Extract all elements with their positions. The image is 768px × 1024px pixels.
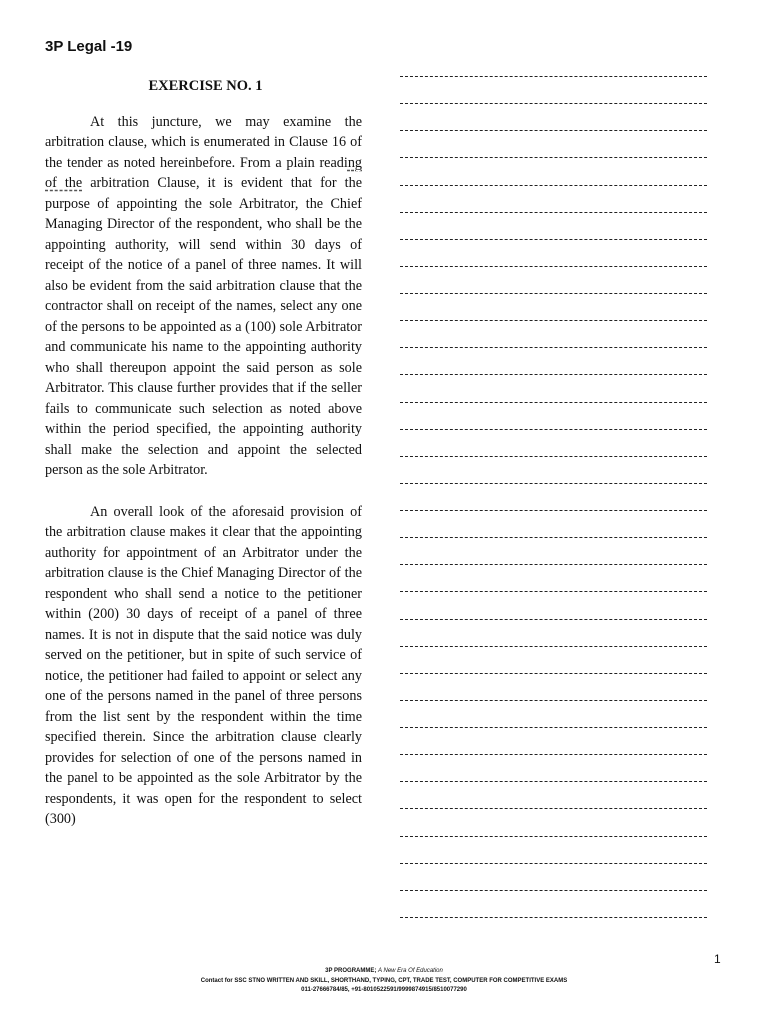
answer-line: [400, 157, 707, 158]
answer-line: [400, 537, 707, 538]
answer-line: [400, 185, 707, 186]
answer-line: [400, 374, 707, 375]
answer-line: [400, 619, 707, 620]
answer-line: [400, 103, 707, 104]
answer-line: [400, 591, 707, 592]
paragraph-1-text-start: At this juncture, we may examine the arbitration clause, which is enumerated in Clause 16 of the tender as noted hereinbefore. From a plain readi: [45, 113, 362, 171]
footer-tagline: A New Era Of Education: [378, 968, 443, 974]
answer-line: [400, 727, 707, 728]
exercise-title: EXERCISE NO. 1: [148, 78, 263, 94]
footer-contact: Contact for SSC STNO WRITTEN AND SKILL, SHORTHAND, TYPING, CPT, TRADE TEST, COMPUTER FOR COMPETITIVE EXAMS: [200, 977, 568, 984]
exercise-paragraph-1: [45, 112, 362, 481]
answer-line: [400, 429, 707, 430]
answer-line: [400, 483, 707, 484]
answer-line: [400, 646, 707, 647]
answer-line: [400, 320, 707, 321]
footer-brand-line: [0, 967, 768, 977]
answer-line: [400, 564, 707, 565]
answer-line: [400, 456, 707, 457]
paragraph-1-text-end: arbitration Clause, it is evident that for the purpose of appointing the sole Arbitrator, the Chief Managing Director of the respondent, who shall be the appointing authority, will send within 30 days of receipt of the notice of a panel of three names. It will also be evident from the said arbitration clause that the contractor shall on receipt of the names, select any one of the persons to be appointed as a (100) sole Arbitrator and communicate his name to the appointing authority who shall thereupon appoint the said person as sole Arbitrator. This clause further provides that if the seller fails to communicate such selection as noted above within the period specified, the appointing authority shall make the selection and appoint the selected person as the sole Arbitrator.: [45, 175, 362, 478]
answer-line: [400, 510, 707, 511]
answer-line: [400, 890, 707, 891]
answer-line: [400, 863, 707, 864]
footer-brand: 3P PROGRAMME;: [325, 968, 377, 974]
exercise-paragraph-2: An overall look of the aforesaid provision of the arbitration clause makes it clear that the appointing authority for appointment of an Arbitrator under the arbitration clause is the Chief Managing Director of the respondent who shall send a notice to the petitioner within (200) 30 days of receipt of a panel of three names. It is not in dispute that the said notice was duly served on the petitioner, but in spite of such service of notice, the petitioner had failed to appoint or select any one of the persons named in the panel of three persons from the list sent by the respondent within the time specified therein. Since the arbitration clause clearly provides for selection of one of the persons named in the panel to be appointed as the sole Arbitrator by the respondents, it was open for the respondent to select (300): [45, 503, 362, 827]
answer-line: [400, 130, 707, 131]
answer-line: [400, 239, 707, 240]
answer-line: [400, 781, 707, 782]
page-footer: [0, 967, 768, 996]
answer-line: [400, 293, 707, 294]
answer-line: [400, 266, 707, 267]
exercise-text-column: [45, 76, 362, 830]
footer-phones: 011-27666784/85, +91-8010522591/9999874915/8510077290: [301, 987, 467, 993]
document-header-title: 3P Legal -19: [45, 38, 133, 55]
paragraph-1-marked-text: ng of the: [45, 154, 362, 191]
answer-line: [400, 836, 707, 837]
answer-line: [400, 917, 707, 918]
answer-line: [400, 212, 707, 213]
answer-line: [400, 347, 707, 348]
answer-line: [400, 673, 707, 674]
answer-line: [400, 76, 707, 77]
answer-line: [400, 700, 707, 701]
page-number: 1: [714, 952, 721, 966]
answer-line: [400, 754, 707, 755]
answer-line: [400, 808, 707, 809]
answer-lines-column: [400, 64, 707, 934]
answer-line: [400, 402, 707, 403]
